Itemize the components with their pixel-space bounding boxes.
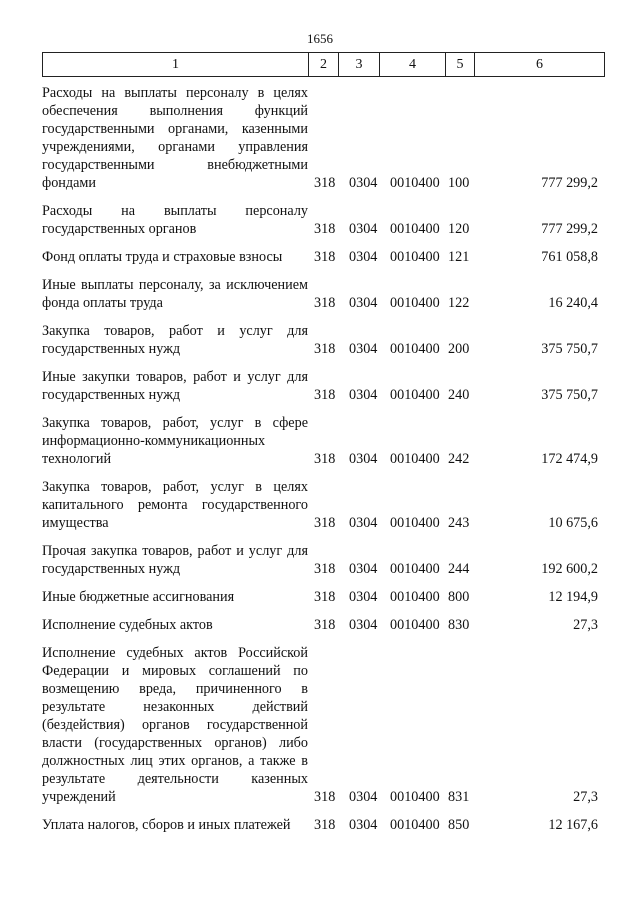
row-gr-code: 318 xyxy=(314,561,336,577)
row-description: Иные выплаты персоналу, за исключением фонда оплаты труда xyxy=(42,277,308,311)
row-target-code: 0010400 xyxy=(390,617,440,633)
table-row xyxy=(42,202,604,238)
row-amount: 192 600,2 xyxy=(541,561,598,577)
row-amount: 10 675,6 xyxy=(548,515,598,531)
row-gr-code: 318 xyxy=(314,515,336,531)
row-amount: 777 299,2 xyxy=(541,175,598,191)
row-amount: 375 750,7 xyxy=(541,341,598,357)
row-description: Исполнение судебных актов Российской Федерации и мировых соглашений по возмещению вреда, причиненного в результате незаконных действий (бездействия) органов государственной власти (государственных органов) либо должностных лиц этих органов, а также в результате деятельности казенных учреждений xyxy=(42,645,308,805)
row-gr-code: 318 xyxy=(314,451,336,467)
row-description: Уплата налогов, сборов и иных платежей xyxy=(42,817,291,833)
row-expense-type-code: 242 xyxy=(448,451,470,467)
budget-table-body xyxy=(42,84,604,844)
column-header-3: 3 xyxy=(339,53,380,77)
table-row xyxy=(42,322,604,358)
row-gr-code: 318 xyxy=(314,617,336,633)
row-description: Закупка товаров, работ и услуг для государственных нужд xyxy=(42,323,308,357)
column-header-1: 1 xyxy=(43,53,309,77)
row-gr-code: 318 xyxy=(314,817,336,833)
row-target-code: 0010400 xyxy=(390,561,440,577)
row-amount: 777 299,2 xyxy=(541,221,598,237)
table-row xyxy=(42,248,604,266)
row-amount: 172 474,9 xyxy=(541,451,598,467)
row-description: Фонд оплаты труда и страховые взносы xyxy=(42,249,283,265)
row-expense-type-code: 121 xyxy=(448,249,470,265)
table-row xyxy=(42,276,604,312)
row-expense-type-code: 120 xyxy=(448,221,470,237)
row-section-code: 0304 xyxy=(349,221,378,237)
row-section-code: 0304 xyxy=(349,561,378,577)
row-amount: 27,3 xyxy=(573,617,598,633)
row-section-code: 0304 xyxy=(349,515,378,531)
column-header-table xyxy=(42,52,605,77)
row-description: Прочая закупка товаров, работ и услуг для государственных нужд xyxy=(42,543,308,577)
row-gr-code: 318 xyxy=(314,387,336,403)
row-amount: 27,3 xyxy=(573,789,598,805)
row-gr-code: 318 xyxy=(314,249,336,265)
row-description: Расходы на выплаты персоналу государственных органов xyxy=(42,203,308,237)
row-section-code: 0304 xyxy=(349,175,378,191)
row-target-code: 0010400 xyxy=(390,295,440,311)
row-description: Расходы на выплаты персоналу в целях обеспечения выполнения функций государственными органами, казенными учреждениями, органами управления государственными внебюджетными фондами xyxy=(42,85,308,191)
row-amount: 12 194,9 xyxy=(548,589,598,605)
column-header-2: 2 xyxy=(309,53,339,77)
row-section-code: 0304 xyxy=(349,295,378,311)
table-row xyxy=(42,644,604,806)
row-target-code: 0010400 xyxy=(390,175,440,191)
row-expense-type-code: 200 xyxy=(448,341,470,357)
table-row xyxy=(42,542,604,578)
row-expense-type-code: 122 xyxy=(448,295,470,311)
row-target-code: 0010400 xyxy=(390,249,440,265)
row-section-code: 0304 xyxy=(349,249,378,265)
row-gr-code: 318 xyxy=(314,789,336,805)
row-expense-type-code: 850 xyxy=(448,817,470,833)
table-row xyxy=(42,816,604,834)
row-expense-type-code: 830 xyxy=(448,617,470,633)
row-section-code: 0304 xyxy=(349,789,378,805)
page-number: 1656 xyxy=(307,31,333,46)
row-target-code: 0010400 xyxy=(390,341,440,357)
row-expense-type-code: 244 xyxy=(448,561,470,577)
row-description: Иные закупки товаров, работ и услуг для государственных нужд xyxy=(42,369,308,403)
row-amount: 375 750,7 xyxy=(541,387,598,403)
row-section-code: 0304 xyxy=(349,451,378,467)
row-section-code: 0304 xyxy=(349,817,378,833)
row-description: Иные бюджетные ассигнования xyxy=(42,589,235,605)
row-expense-type-code: 100 xyxy=(448,175,470,191)
table-row xyxy=(42,616,604,634)
row-description: Закупка товаров, работ, услуг в целях капитального ремонта государственного имущества xyxy=(42,479,308,531)
row-gr-code: 318 xyxy=(314,341,336,357)
column-header-4: 4 xyxy=(380,53,446,77)
row-section-code: 0304 xyxy=(349,617,378,633)
row-expense-type-code: 243 xyxy=(448,515,470,531)
row-expense-type-code: 240 xyxy=(448,387,470,403)
column-header-6: 6 xyxy=(475,53,605,77)
row-gr-code: 318 xyxy=(314,221,336,237)
row-section-code: 0304 xyxy=(349,589,378,605)
row-amount: 761 058,8 xyxy=(541,249,598,265)
column-header-5: 5 xyxy=(446,53,475,77)
row-target-code: 0010400 xyxy=(390,817,440,833)
row-section-code: 0304 xyxy=(349,387,378,403)
row-target-code: 0010400 xyxy=(390,589,440,605)
row-gr-code: 318 xyxy=(314,175,336,191)
row-target-code: 0010400 xyxy=(390,451,440,467)
row-section-code: 0304 xyxy=(349,341,378,357)
row-amount: 16 240,4 xyxy=(548,295,598,311)
row-gr-code: 318 xyxy=(314,589,336,605)
column-header-row xyxy=(43,53,605,77)
row-gr-code: 318 xyxy=(314,295,336,311)
row-amount: 12 167,6 xyxy=(548,817,598,833)
table-row xyxy=(42,478,604,532)
row-description: Закупка товаров, работ, услуг в сфере информационно-коммуникационных технологий xyxy=(42,415,308,467)
row-target-code: 0010400 xyxy=(390,515,440,531)
table-row xyxy=(42,84,604,192)
table-row xyxy=(42,414,604,468)
row-expense-type-code: 800 xyxy=(448,589,470,605)
row-target-code: 0010400 xyxy=(390,221,440,237)
row-target-code: 0010400 xyxy=(390,387,440,403)
table-row xyxy=(42,588,604,606)
table-row xyxy=(42,368,604,404)
row-description: Исполнение судебных актов xyxy=(42,617,213,633)
row-expense-type-code: 831 xyxy=(448,789,470,805)
row-target-code: 0010400 xyxy=(390,789,440,805)
